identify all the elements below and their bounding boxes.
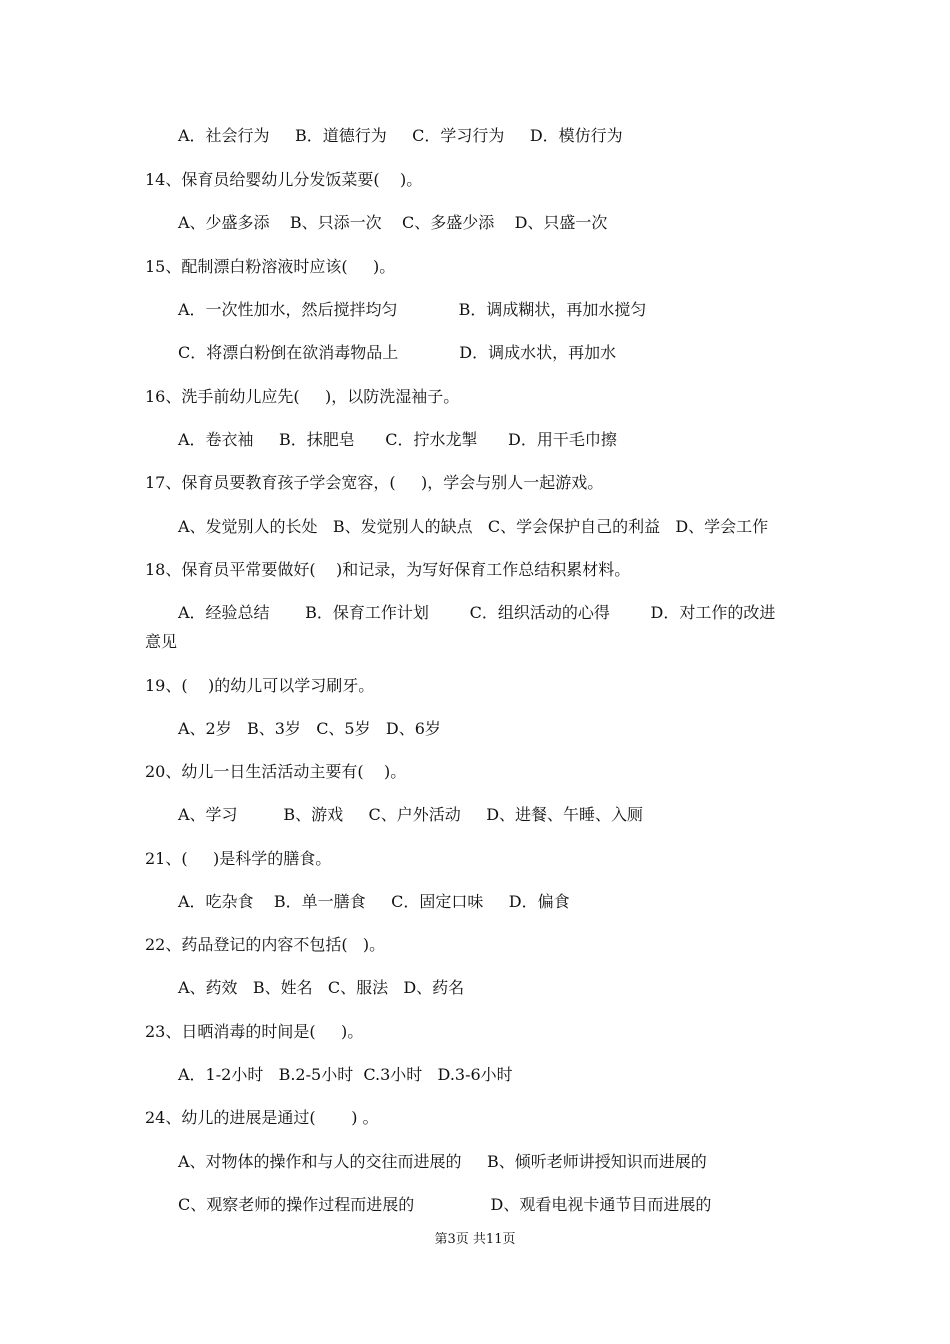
answer-options: A．社会行为 B．道德行为 C．学习行为 D．模仿行为 bbox=[178, 126, 623, 145]
answer-options: A．经验总结 B．保育工作计划 C．组织活动的心得 D．对工作的改进 bbox=[178, 603, 776, 622]
question-text: 18、保育员平常要做好( )和记录，为写好保育工作总结积累材料。 bbox=[145, 560, 631, 579]
answer-options: C、观察老师的操作过程而进展的 D、观看电视卡通节目而进展的 bbox=[178, 1195, 712, 1214]
answer-options: A．卷衣袖 B．抹肥皂 C．拧水龙掣 D．用干毛巾擦 bbox=[178, 430, 617, 449]
answer-options: C．将漂白粉倒在欲消毒物品上 D．调成水状，再加水 bbox=[178, 343, 617, 362]
answer-options: A．一次性加水，然后搅拌均匀 B．调成糊状，再加水搅匀 bbox=[178, 300, 647, 319]
question-text: 14、保育员给婴幼儿分发饭菜要( )。 bbox=[145, 170, 423, 189]
answer-options: A、发觉别人的长处 B、发觉别人的缺点 C、学会保护自己的利益 D、学会工作 bbox=[178, 517, 769, 536]
answer-options: A、学习 B、游戏 C、户外活动 D、进餐、午睡、入厕 bbox=[178, 805, 644, 824]
question-text: 23、日晒消毒的时间是( )。 bbox=[145, 1022, 364, 1041]
question-text: 24、幼儿的进展是通过( ) 。 bbox=[145, 1108, 379, 1127]
question-text: 17、保育员要教育孩子学会宽容，( )，学会与别人一起游戏。 bbox=[145, 473, 604, 492]
question-text: 21、( )是科学的膳食。 bbox=[145, 849, 332, 868]
answer-options: A．1-2小时 B.2-5小时 C.3小时 D.3-6小时 bbox=[178, 1065, 513, 1084]
answer-options: A、2岁 B、3岁 C、5岁 D、6岁 bbox=[178, 719, 441, 738]
question-text: 16、洗手前幼儿应先( )，以防洗湿袖子。 bbox=[145, 387, 460, 406]
question-text: 15、配制漂白粉溶液时应该( )。 bbox=[145, 257, 396, 276]
answer-options: A、少盛多添 B、只添一次 C、多盛少添 D、只盛一次 bbox=[178, 213, 608, 232]
answer-options: A、对物体的操作和与人的交往而进展的 B、倾听老师讲授知识而进展的 bbox=[178, 1152, 707, 1171]
question-text: 20、幼儿一日生活活动主要有( )。 bbox=[145, 762, 407, 781]
question-text: 22、药品登记的内容不包括( )。 bbox=[145, 935, 386, 954]
answer-options: A、药效 B、姓名 C、服法 D、药名 bbox=[178, 978, 465, 997]
answer-options: A．吃杂食 B．单一膳食 C．固定口味 D．偏食 bbox=[178, 892, 570, 911]
continued-text: 意见 bbox=[145, 632, 178, 651]
page-footer: 第3页 共11页 bbox=[434, 1232, 516, 1247]
question-text: 19、( )的幼儿可以学习刷牙。 bbox=[145, 676, 375, 695]
